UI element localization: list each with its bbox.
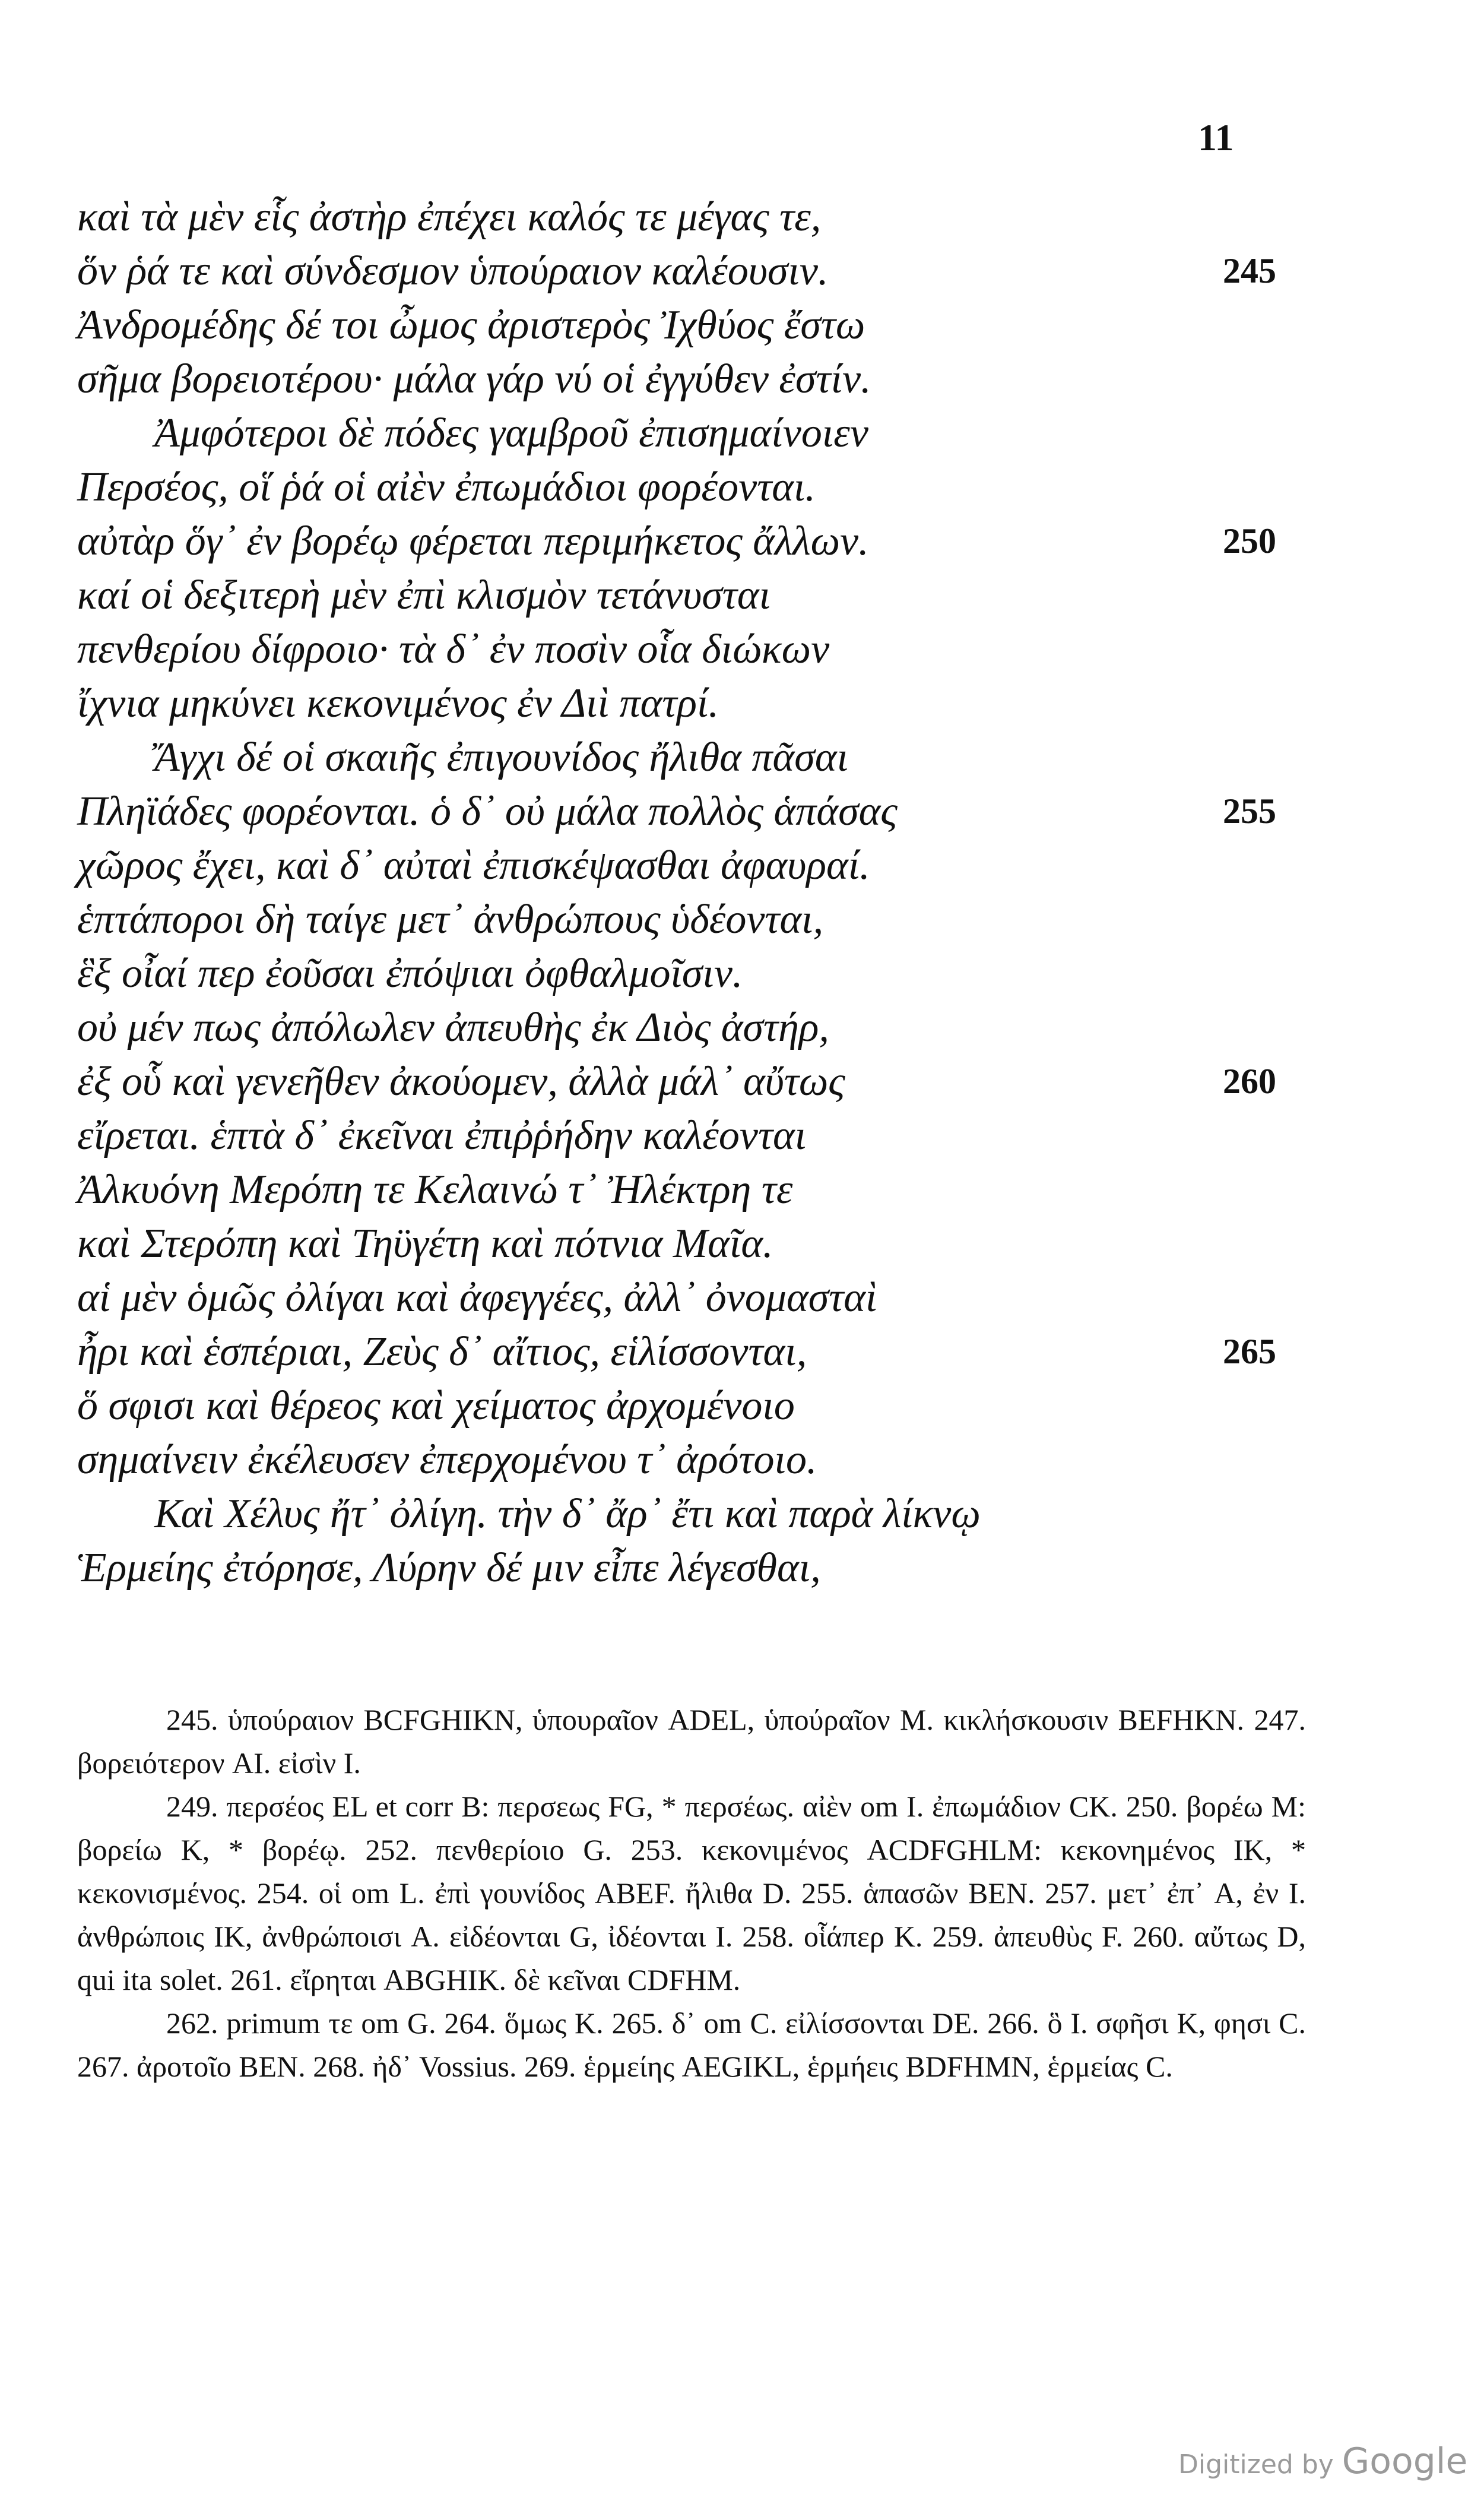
verse-line xyxy=(0,1541,1484,1595)
verse-line xyxy=(0,1433,1484,1487)
verse-text xyxy=(0,190,1484,1595)
verse-line-text: Καὶ Χέλυς ἤτ᾽ ὀλίγη. τὴν δ᾽ ἄρ᾽ ἔτι καὶ παρὰ λίκνῳ xyxy=(154,1491,981,1537)
verse-line xyxy=(0,352,1484,406)
verse-line-text: ἦρι καὶ ἑσπέριαι, Ζεὺς δ᾽ αἴτιος, εἱλίσσονται, xyxy=(77,1329,807,1375)
verse-line xyxy=(0,244,1484,298)
verse-line-text: καί οἱ δεξιτερὴ μὲν ἐπὶ κλισμὸν τετάνυσται xyxy=(77,572,771,618)
verse-line xyxy=(0,947,1484,1001)
verse-line-text: χῶρος ἔχει, καὶ δ᾽ αὐταὶ ἐπισκέψασθαι ἀφαυραί. xyxy=(77,843,870,888)
line-number: 265 xyxy=(1223,1332,1276,1371)
verse-line-text: Πληϊάδες φορέονται. ὁ δ᾽ οὐ μάλα πολλὸς ἁπάσας xyxy=(77,789,898,834)
page-number: 11 xyxy=(1198,116,1234,159)
verse-line xyxy=(0,892,1484,947)
verse-line-text: Ἀλκυόνη Μερόπη τε Κελαινώ τ᾽ Ἠλέκτρη τε xyxy=(77,1167,793,1213)
verse-line xyxy=(0,622,1484,676)
google-logo-text: Google xyxy=(1342,2440,1468,2482)
verse-line-text: καὶ τὰ μὲν εἷς ἀστὴρ ἐπέχει καλός τε μέγας τε, xyxy=(77,194,822,240)
verse-line xyxy=(0,298,1484,352)
verse-line-text: Ἀμφότεροι δὲ πόδες γαμβροῦ ἐπισημαίνοιεν xyxy=(154,410,868,456)
verse-line xyxy=(0,190,1484,244)
verse-line xyxy=(0,1271,1484,1325)
line-number: 255 xyxy=(1223,792,1276,831)
verse-line-text: ὅν ῥά τε καὶ σύνδεσμον ὑπούραιον καλέουσιν. xyxy=(77,248,829,294)
verse-line-text: αἱ μὲν ὁμῶς ὀλίγαι καὶ ἀφεγγέες, ἀλλ᾽ ὀνομασταὶ xyxy=(77,1275,877,1321)
verse-line xyxy=(0,406,1484,460)
verse-line-text: ἐξ οὗ καὶ γενεῆθεν ἀκούομεν, ἀλλὰ μάλ᾽ αὔτως xyxy=(77,1059,845,1104)
verse-line xyxy=(0,1379,1484,1433)
verse-line-text: πενθερίου δίφροιο· τὰ δ᾽ ἐν ποσὶν οἷα διώκων xyxy=(77,626,830,672)
verse-line xyxy=(0,1109,1484,1163)
verse-line-text: Ἄγχι δέ οἱ σκαιῆς ἐπιγουνίδος ἤλιθα πᾶσαι xyxy=(154,735,849,780)
verse-line-text: ὅ σφισι καὶ θέρεος καὶ χείματος ἀρχομένοιο xyxy=(77,1383,795,1429)
verse-line-text: οὐ μέν πως ἀπόλωλεν ἀπευθὴς ἐκ Διὸς ἀστήρ, xyxy=(77,1005,829,1050)
verse-line xyxy=(0,1217,1484,1271)
verse-line xyxy=(0,730,1484,784)
verse-line-text: ἑπτάποροι δὴ ταίγε μετ᾽ ἀνθρώπους ὑδέονται, xyxy=(77,897,824,942)
verse-line xyxy=(0,676,1484,730)
verse-line xyxy=(0,460,1484,514)
line-number: 260 xyxy=(1223,1062,1276,1101)
digitized-by-google-watermark xyxy=(1178,2440,1467,2482)
verse-line-text: Ἑρμείης ἐτόρησε, Λύρην δέ μιν εἶπε λέγεσθαι, xyxy=(77,1545,821,1591)
verse-line xyxy=(0,1163,1484,1217)
verse-line xyxy=(0,838,1484,892)
verse-line xyxy=(0,568,1484,622)
verse-line-text: σῆμα βορειοτέρου· μάλα γάρ νύ οἱ ἐγγύθεν ἐστίν. xyxy=(77,356,871,402)
verse-line xyxy=(0,1055,1484,1109)
verse-line-text: σημαίνειν ἐκέλευσεν ἐπερχομένου τ᾽ ἀρότοιο. xyxy=(77,1437,817,1483)
verse-line-text: ἴχνια μηκύνει κεκονιμένος ἐν Διὶ πατρί. xyxy=(77,680,719,726)
verse-line xyxy=(0,514,1484,568)
verse-line-text: καὶ Στερόπη καὶ Τηϋγέτη καὶ πότνια Μαῖα. xyxy=(77,1221,773,1267)
apparatus-paragraph: 262. primum τε om G. 264. ὅμως K. 265. δ᾽ om C. εἰλίσσονται DE. 266. ὃ I. σφῆσι K, φησι C. 267. ἀροτοῖο BEN. 268. ἠδ᾽ Vossius. 269. ἑρμείης AEGIKL, ἑρμήεις BDFHMN, ἑρμείας C. xyxy=(77,2006,1306,2083)
apparatus-paragraph: 245. ὑπούραιον BCFGHIKN, ὑπουραῖον ADEL, ὑπούραῖον M. κικλήσκουσιν BEFHKN. 247. βορειότερον AI. εἰσὶν I. xyxy=(77,1703,1307,1780)
verse-line xyxy=(0,784,1484,838)
line-number: 250 xyxy=(1223,521,1276,561)
verse-line-text: αὐτὰρ ὅγ᾽ ἐν βορέῳ φέρεται περιμήκετος ἄλλων. xyxy=(77,518,869,564)
apparatus-paragraph: 249. περσέος EL et corr B: περσεως FG, * περσέως. αἰὲν om I. ἐπωμάδιον CK. 250. βορέω M: βορείω K, * βορέῳ. 252. πενθερίοιο G. 253. κεκονιμένος ACDFGHLM: κεκονημένος IK, * κεκονισμένος. 254. οἱ om L. ἐπὶ γουνίδος ABEF. ἤλιθα D. 255. ἁπασῶν BEN. 257. μετ᾽ ἐπ᾽ A, ἐν I. ἀνθρώποις IK, ἀνθρώποισι A. εἰδέονται G, ἰδέονται I. 258. οἷάπερ K. 259. ἀπευθὺς F. 260. αὔτως D, qui ita solet. 261. εἴρηται ABGHIK. δὲ κεῖναι CDFHM. xyxy=(77,1790,1306,1996)
verse-line-text: ἓξ οἶαί περ ἐοῦσαι ἐπόψιαι ὀφθαλμοῖσιν. xyxy=(77,951,743,996)
verse-line-text: εἴρεται. ἑπτὰ δ᾽ ἐκεῖναι ἐπιῤῥήδην καλέονται xyxy=(77,1113,807,1158)
critical-apparatus xyxy=(77,1698,1306,2088)
verse-line-text: Περσέος, οἵ ῥά οἱ αἰὲν ἐπωμάδιοι φορέονται. xyxy=(77,464,816,510)
line-number: 245 xyxy=(1223,251,1276,290)
verse-line xyxy=(0,1325,1484,1379)
verse-line xyxy=(0,1001,1484,1055)
verse-line xyxy=(0,1487,1484,1541)
watermark-prefix: Digitized by xyxy=(1178,2449,1334,2480)
verse-line-text: Ἀνδρομέδης δέ τοι ὦμος ἀριστερὸς Ἰχθύος ἔστω xyxy=(77,302,865,348)
